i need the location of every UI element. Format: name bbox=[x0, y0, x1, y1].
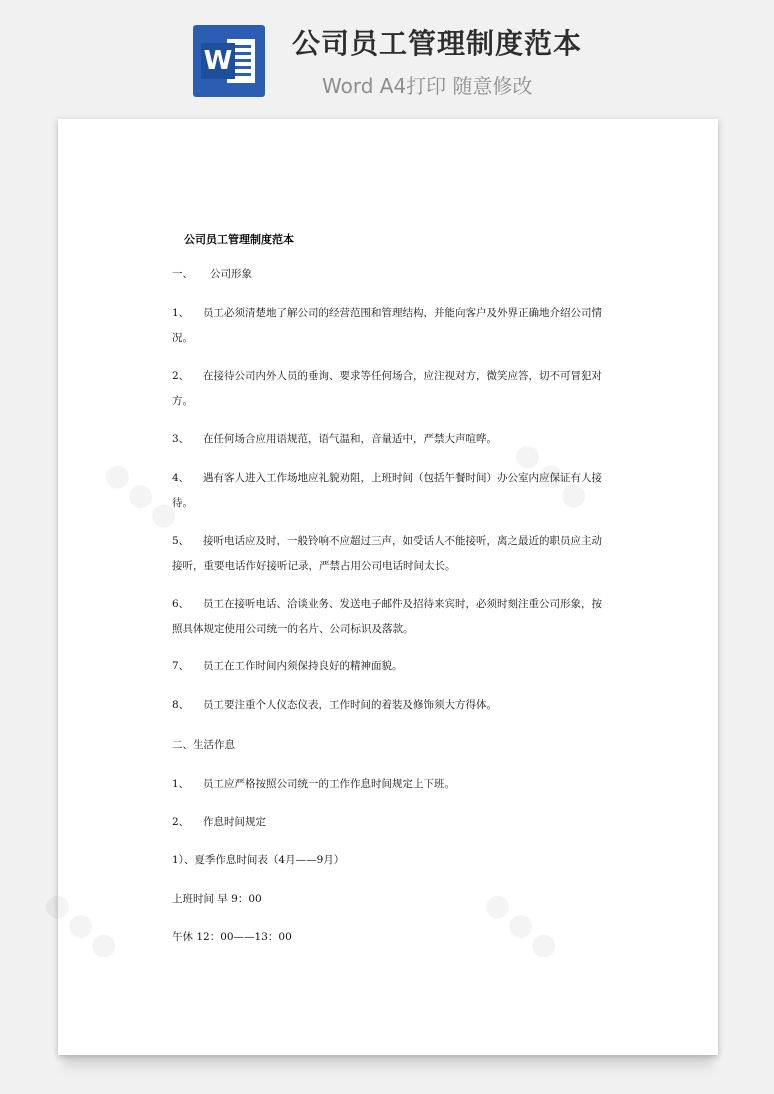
paragraph bbox=[172, 925, 604, 950]
word-document-icon bbox=[193, 25, 265, 97]
paragraph-number: 1、 bbox=[172, 307, 190, 319]
paragraph bbox=[172, 529, 604, 579]
paragraph-text: 在接待公司内外人员的垂询、要求等任何场合，应注视对方，微笑应答，切不可冒犯对方。 bbox=[172, 370, 602, 407]
paragraph-number: 2、 bbox=[172, 816, 190, 828]
watermark bbox=[37, 884, 129, 969]
paragraph bbox=[172, 364, 604, 414]
paragraph-number: 1、 bbox=[172, 778, 190, 790]
paragraph-text: 接听电话应及时，一般铃响不应超过三声，如受话人不能接听，离之最近的职员应主动接听，重要电话作好接听记录，严禁占用公司电话时间太长。 bbox=[172, 535, 602, 572]
document-title: 公司员工管理制度范本 bbox=[184, 233, 294, 246]
section-heading bbox=[172, 262, 604, 287]
page-shadow bbox=[64, 1054, 712, 1068]
header-banner bbox=[0, 0, 774, 110]
document-page bbox=[58, 119, 718, 1055]
paragraph-text: 上班时间 早 9：00 bbox=[172, 893, 262, 905]
paragraph bbox=[172, 693, 604, 718]
paragraph-number: 2、 bbox=[172, 370, 190, 382]
paragraph bbox=[172, 592, 604, 642]
paragraph-text: 员工在接听电话、洽谈业务、发送电子邮件及招待来宾时，必须时刻注重公司形象，按照具体规定使用公司统一的名片、公司标识及落款。 bbox=[172, 598, 602, 635]
header-title: 公司员工管理制度范本 bbox=[292, 27, 583, 60]
paragraph-text: 1）、夏季作息时间表（4月——9月） bbox=[172, 854, 345, 866]
paragraph bbox=[172, 427, 604, 452]
paragraph-text: 午休 12：00——13：00 bbox=[172, 931, 292, 943]
word-letter-mark: W bbox=[201, 43, 235, 79]
paragraph-number: 8、 bbox=[172, 699, 190, 711]
paragraph bbox=[172, 772, 604, 797]
paragraph-text: 员工要注重个人仪态仪表，工作时间的着装及修饰须大方得体。 bbox=[203, 699, 497, 711]
paragraph-number: 4、 bbox=[172, 472, 190, 484]
paragraph-text: 员工应严格按照公司统一的工作作息时间规定上下班。 bbox=[203, 778, 455, 790]
paragraph-text: 员工在工作时间内须保持良好的精神面貌。 bbox=[203, 660, 403, 672]
header-subtitle: Word A4打印 随意修改 bbox=[322, 74, 533, 98]
paragraph-number: 一、 bbox=[172, 268, 193, 280]
paragraph bbox=[172, 466, 604, 516]
paragraph bbox=[172, 301, 604, 351]
paragraph-number: 3、 bbox=[172, 433, 190, 445]
paragraph bbox=[172, 654, 604, 679]
paragraph-text: 员工必须清楚地了解公司的经营范围和管理结构，并能向客户及外界正确地介绍公司情况。 bbox=[172, 307, 602, 344]
paragraph bbox=[172, 887, 604, 912]
paragraph-number: 6、 bbox=[172, 598, 190, 610]
paragraph-text: 作息时间规定 bbox=[203, 816, 266, 828]
paragraph-text: 遇有客人进入工作场地应礼貌劝阻，上班时间（包括午餐时间）办公室内应保证有人接待。 bbox=[172, 472, 602, 509]
section-heading bbox=[172, 733, 604, 758]
paragraph-number: 7、 bbox=[172, 660, 190, 672]
paragraph-number: 5、 bbox=[172, 535, 190, 547]
paragraph bbox=[172, 810, 604, 835]
paragraph-text: 公司形象 bbox=[210, 268, 252, 280]
paragraph-text: 二、生活作息 bbox=[172, 739, 235, 751]
paragraph bbox=[172, 848, 604, 873]
paragraph-text: 在任何场合应用语规范，语气温和，音量适中，严禁大声喧哗。 bbox=[203, 433, 497, 445]
